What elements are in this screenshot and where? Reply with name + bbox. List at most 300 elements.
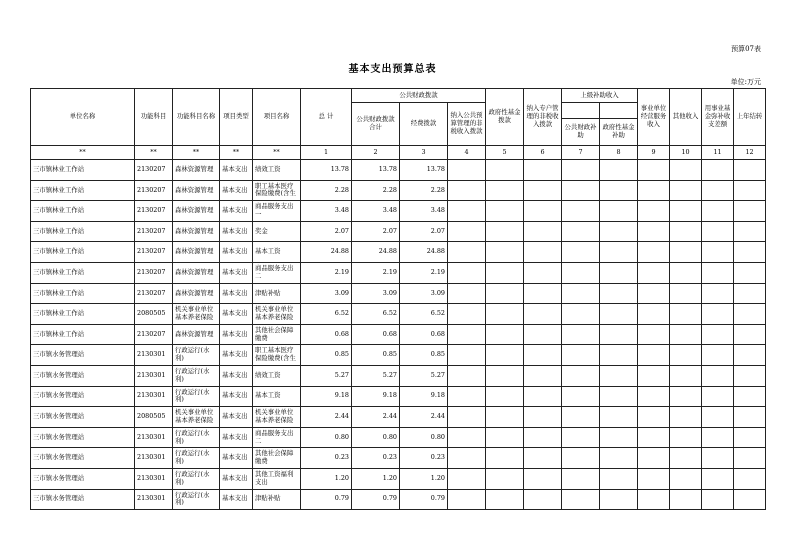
cell-business-income bbox=[638, 221, 670, 242]
cell-funding: 0.85 bbox=[400, 345, 448, 366]
cell-public-fiscal-subsidy bbox=[562, 242, 600, 263]
cell-item-type: 基本支出 bbox=[220, 324, 253, 345]
header-special-nontax: 纳入专户管理的非税收入拨款 bbox=[524, 89, 562, 146]
cell-func-subject: 2130301 bbox=[135, 345, 173, 366]
cell-other-income bbox=[670, 407, 702, 428]
cell-item-name: 基本工资 bbox=[253, 386, 301, 407]
cell-other-income bbox=[670, 180, 702, 201]
cell-public-fiscal-subsidy bbox=[562, 304, 600, 325]
cell-func-subject: 2080505 bbox=[135, 304, 173, 325]
cell-total: 24.88 bbox=[301, 242, 352, 263]
cell-gov-fund-subsidy bbox=[600, 262, 638, 283]
cell-total: 5.27 bbox=[301, 365, 352, 386]
cell-public-fiscal-subsidy bbox=[562, 489, 600, 510]
cell-public-fiscal-total: 2.28 bbox=[352, 180, 400, 201]
index-cell: 9 bbox=[638, 146, 670, 160]
cell-business-income bbox=[638, 201, 670, 222]
cell-gov-fund-subsidy bbox=[600, 407, 638, 428]
cell-special-nontax bbox=[524, 365, 562, 386]
cell-business-income bbox=[638, 345, 670, 366]
header-included-budget: 纳入公共预算管理的非税收入拨款 bbox=[448, 103, 486, 146]
index-cell: 10 bbox=[670, 146, 702, 160]
cell-gov-fund-subsidy bbox=[600, 345, 638, 366]
cell-fund-balance bbox=[702, 345, 734, 366]
cell-gov-fund bbox=[486, 201, 524, 222]
cell-public-fiscal-total: 0.85 bbox=[352, 345, 400, 366]
cell-total: 1.20 bbox=[301, 468, 352, 489]
cell-func-subject: 2130301 bbox=[135, 427, 173, 448]
cell-other-income bbox=[670, 345, 702, 366]
cell-included-budget bbox=[448, 221, 486, 242]
cell-public-fiscal-subsidy bbox=[562, 324, 600, 345]
cell-special-nontax bbox=[524, 160, 562, 181]
cell-func-subject: 2130207 bbox=[135, 180, 173, 201]
budget-table bbox=[30, 88, 766, 510]
cell-public-fiscal-total: 2.44 bbox=[352, 407, 400, 428]
cell-funding: 0.79 bbox=[400, 489, 448, 510]
cell-item-name: 绩效工资 bbox=[253, 160, 301, 181]
cell-included-budget bbox=[448, 427, 486, 448]
cell-carryover bbox=[734, 221, 766, 242]
cell-gov-fund-subsidy bbox=[600, 283, 638, 304]
cell-carryover bbox=[734, 283, 766, 304]
cell-gov-fund bbox=[486, 345, 524, 366]
table-row bbox=[31, 386, 766, 407]
cell-func-subject: 2130207 bbox=[135, 324, 173, 345]
cell-public-fiscal-total: 24.88 bbox=[352, 242, 400, 263]
cell-unit-name: 三市镇水务管理站 bbox=[31, 345, 135, 366]
index-cell: 8 bbox=[600, 146, 638, 160]
cell-item-type: 基本支出 bbox=[220, 304, 253, 325]
cell-public-fiscal-total: 3.48 bbox=[352, 201, 400, 222]
cell-total: 3.09 bbox=[301, 283, 352, 304]
table-row bbox=[31, 365, 766, 386]
cell-gov-fund bbox=[486, 242, 524, 263]
cell-gov-fund bbox=[486, 283, 524, 304]
cell-item-name: 基本工资 bbox=[253, 242, 301, 263]
cell-special-nontax bbox=[524, 468, 562, 489]
cell-carryover bbox=[734, 160, 766, 181]
cell-carryover bbox=[734, 365, 766, 386]
cell-item-name: 其他社会保障缴费 bbox=[253, 324, 301, 345]
cell-func-subject-name: 行政运行(水利) bbox=[173, 448, 220, 469]
header-total: 总 计 bbox=[301, 89, 352, 146]
table-row bbox=[31, 221, 766, 242]
cell-gov-fund bbox=[486, 262, 524, 283]
cell-business-income bbox=[638, 283, 670, 304]
header-superior-subsidy: 上级补助收入 bbox=[562, 89, 638, 103]
cell-carryover bbox=[734, 407, 766, 428]
cell-total: 2.07 bbox=[301, 221, 352, 242]
cell-func-subject-name: 森林资源管理 bbox=[173, 262, 220, 283]
cell-included-budget bbox=[448, 365, 486, 386]
table-body bbox=[31, 160, 766, 510]
cell-gov-fund-subsidy bbox=[600, 448, 638, 469]
header-funding: 经费拨款 bbox=[400, 103, 448, 146]
cell-special-nontax bbox=[524, 345, 562, 366]
cell-func-subject-name: 行政运行(水利) bbox=[173, 468, 220, 489]
cell-unit-name: 三市镇林业工作站 bbox=[31, 180, 135, 201]
cell-carryover bbox=[734, 180, 766, 201]
cell-unit-name: 三市镇水务管理站 bbox=[31, 386, 135, 407]
cell-func-subject-name: 机关事业单位基本养老保险 bbox=[173, 304, 220, 325]
cell-business-income bbox=[638, 407, 670, 428]
table-row bbox=[31, 468, 766, 489]
cell-gov-fund-subsidy bbox=[600, 160, 638, 181]
cell-gov-fund bbox=[486, 180, 524, 201]
cell-unit-name: 三市镇林业工作站 bbox=[31, 160, 135, 181]
cell-other-income bbox=[670, 386, 702, 407]
cell-business-income bbox=[638, 242, 670, 263]
header-business-income: 事业单位经营服务收入 bbox=[638, 89, 670, 146]
cell-func-subject-name: 森林资源管理 bbox=[173, 160, 220, 181]
cell-other-income bbox=[670, 283, 702, 304]
cell-fund-balance bbox=[702, 221, 734, 242]
cell-special-nontax bbox=[524, 201, 562, 222]
table-row bbox=[31, 160, 766, 181]
cell-gov-fund bbox=[486, 160, 524, 181]
cell-unit-name: 三市镇林业工作站 bbox=[31, 221, 135, 242]
cell-item-type: 基本支出 bbox=[220, 160, 253, 181]
cell-other-income bbox=[670, 304, 702, 325]
cell-other-income bbox=[670, 160, 702, 181]
cell-total: 2.44 bbox=[301, 407, 352, 428]
cell-public-fiscal-total: 1.20 bbox=[352, 468, 400, 489]
index-cell: ** bbox=[253, 146, 301, 160]
header-item-name: 项目名称 bbox=[253, 89, 301, 146]
cell-public-fiscal-subsidy bbox=[562, 386, 600, 407]
cell-gov-fund bbox=[486, 304, 524, 325]
cell-public-fiscal-total: 6.52 bbox=[352, 304, 400, 325]
form-code: 预算07表 bbox=[731, 45, 761, 53]
cell-included-budget bbox=[448, 180, 486, 201]
cell-carryover bbox=[734, 448, 766, 469]
cell-included-budget bbox=[448, 201, 486, 222]
cell-unit-name: 三市镇水务管理站 bbox=[31, 448, 135, 469]
cell-func-subject: 2130301 bbox=[135, 468, 173, 489]
cell-included-budget bbox=[448, 242, 486, 263]
cell-item-type: 基本支出 bbox=[220, 386, 253, 407]
cell-func-subject: 2130207 bbox=[135, 160, 173, 181]
cell-included-budget bbox=[448, 407, 486, 428]
cell-special-nontax bbox=[524, 448, 562, 469]
cell-func-subject-name: 行政运行(水利) bbox=[173, 386, 220, 407]
cell-included-budget bbox=[448, 489, 486, 510]
index-row bbox=[31, 146, 766, 160]
cell-func-subject: 2130207 bbox=[135, 262, 173, 283]
cell-func-subject-name: 森林资源管理 bbox=[173, 324, 220, 345]
header-public-fiscal-total: 公共财政拨款合计 bbox=[352, 103, 400, 146]
cell-other-income bbox=[670, 427, 702, 448]
cell-item-type: 基本支出 bbox=[220, 468, 253, 489]
cell-funding: 3.09 bbox=[400, 283, 448, 304]
cell-business-income bbox=[638, 468, 670, 489]
cell-public-fiscal-subsidy bbox=[562, 448, 600, 469]
cell-unit-name: 三市镇水务管理站 bbox=[31, 407, 135, 428]
cell-gov-fund bbox=[486, 386, 524, 407]
table-row bbox=[31, 345, 766, 366]
header-func-subject-name: 功能科目名称 bbox=[173, 89, 220, 146]
cell-funding: 0.23 bbox=[400, 448, 448, 469]
cell-public-fiscal-subsidy bbox=[562, 201, 600, 222]
cell-item-name: 机关事业单位基本养老保险 bbox=[253, 304, 301, 325]
cell-gov-fund-subsidy bbox=[600, 427, 638, 448]
cell-carryover bbox=[734, 345, 766, 366]
cell-special-nontax bbox=[524, 262, 562, 283]
cell-fund-balance bbox=[702, 427, 734, 448]
index-cell: ** bbox=[135, 146, 173, 160]
table-row bbox=[31, 262, 766, 283]
cell-item-type: 基本支出 bbox=[220, 448, 253, 469]
cell-fund-balance bbox=[702, 201, 734, 222]
cell-carryover bbox=[734, 427, 766, 448]
cell-total: 2.19 bbox=[301, 262, 352, 283]
cell-public-fiscal-total: 9.18 bbox=[352, 386, 400, 407]
cell-item-name: 职工基本医疗保险缴费(含生 bbox=[253, 180, 301, 201]
cell-funding: 2.19 bbox=[400, 262, 448, 283]
cell-item-name: 津贴补贴 bbox=[253, 489, 301, 510]
cell-total: 3.48 bbox=[301, 201, 352, 222]
cell-func-subject: 2080505 bbox=[135, 407, 173, 428]
cell-public-fiscal-subsidy bbox=[562, 262, 600, 283]
cell-fund-balance bbox=[702, 489, 734, 510]
cell-func-subject: 2130301 bbox=[135, 365, 173, 386]
cell-other-income bbox=[670, 489, 702, 510]
index-cell: 5 bbox=[486, 146, 524, 160]
cell-unit-name: 三市镇林业工作站 bbox=[31, 304, 135, 325]
cell-total: 2.28 bbox=[301, 180, 352, 201]
unit-label: 单位:万元 bbox=[730, 78, 761, 86]
cell-func-subject: 2130207 bbox=[135, 221, 173, 242]
cell-included-budget bbox=[448, 468, 486, 489]
table-row bbox=[31, 242, 766, 263]
page-title: 基本支出预算总表 bbox=[348, 64, 437, 75]
header-func-subject: 功能科目 bbox=[135, 89, 173, 146]
cell-special-nontax bbox=[524, 283, 562, 304]
cell-total: 0.23 bbox=[301, 448, 352, 469]
cell-funding: 3.48 bbox=[400, 201, 448, 222]
cell-included-budget bbox=[448, 386, 486, 407]
cell-special-nontax bbox=[524, 427, 562, 448]
index-cell: 7 bbox=[562, 146, 600, 160]
cell-public-fiscal-total: 2.19 bbox=[352, 262, 400, 283]
cell-func-subject: 2130301 bbox=[135, 489, 173, 510]
cell-gov-fund-subsidy bbox=[600, 365, 638, 386]
cell-item-type: 基本支出 bbox=[220, 365, 253, 386]
cell-gov-fund-subsidy bbox=[600, 242, 638, 263]
cell-included-budget bbox=[448, 160, 486, 181]
cell-total: 0.79 bbox=[301, 489, 352, 510]
cell-unit-name: 三市镇水务管理站 bbox=[31, 427, 135, 448]
header-gov-fund: 政府性基金拨款 bbox=[486, 89, 524, 146]
cell-public-fiscal-total: 13.78 bbox=[352, 160, 400, 181]
cell-fund-balance bbox=[702, 242, 734, 263]
cell-item-name: 绩效工资 bbox=[253, 365, 301, 386]
cell-gov-fund-subsidy bbox=[600, 489, 638, 510]
table-row bbox=[31, 324, 766, 345]
cell-business-income bbox=[638, 427, 670, 448]
cell-unit-name: 三市镇水务管理站 bbox=[31, 489, 135, 510]
cell-fund-balance bbox=[702, 407, 734, 428]
cell-gov-fund-subsidy bbox=[600, 180, 638, 201]
cell-included-budget bbox=[448, 345, 486, 366]
cell-gov-fund-subsidy bbox=[600, 221, 638, 242]
cell-public-fiscal-total: 0.79 bbox=[352, 489, 400, 510]
cell-gov-fund bbox=[486, 407, 524, 428]
cell-special-nontax bbox=[524, 386, 562, 407]
cell-gov-fund-subsidy bbox=[600, 304, 638, 325]
cell-other-income bbox=[670, 242, 702, 263]
cell-fund-balance bbox=[702, 283, 734, 304]
cell-unit-name: 三市镇林业工作站 bbox=[31, 242, 135, 263]
cell-item-type: 基本支出 bbox=[220, 489, 253, 510]
table-row bbox=[31, 448, 766, 469]
header-gov-fund-subsidy: 政府性基金补助 bbox=[600, 119, 638, 146]
cell-gov-fund bbox=[486, 448, 524, 469]
cell-fund-balance bbox=[702, 386, 734, 407]
cell-other-income bbox=[670, 448, 702, 469]
cell-special-nontax bbox=[524, 242, 562, 263]
cell-funding: 9.18 bbox=[400, 386, 448, 407]
cell-gov-fund bbox=[486, 365, 524, 386]
cell-item-type: 基本支出 bbox=[220, 180, 253, 201]
cell-funding: 5.27 bbox=[400, 365, 448, 386]
cell-fund-balance bbox=[702, 180, 734, 201]
cell-public-fiscal-total: 3.09 bbox=[352, 283, 400, 304]
cell-funding: 0.68 bbox=[400, 324, 448, 345]
cell-included-budget bbox=[448, 324, 486, 345]
cell-func-subject: 2130207 bbox=[135, 201, 173, 222]
cell-func-subject-name: 行政运行(水利) bbox=[173, 489, 220, 510]
cell-other-income bbox=[670, 324, 702, 345]
index-cell: ** bbox=[31, 146, 135, 160]
cell-special-nontax bbox=[524, 407, 562, 428]
cell-fund-balance bbox=[702, 262, 734, 283]
header-carryover: 上年结转 bbox=[734, 89, 766, 146]
cell-public-fiscal-subsidy bbox=[562, 468, 600, 489]
cell-func-subject-name: 森林资源管理 bbox=[173, 283, 220, 304]
cell-business-income bbox=[638, 489, 670, 510]
cell-fund-balance bbox=[702, 304, 734, 325]
cell-item-name: 职工基本医疗保险缴费(含生 bbox=[253, 345, 301, 366]
cell-other-income bbox=[670, 468, 702, 489]
cell-func-subject-name: 森林资源管理 bbox=[173, 221, 220, 242]
index-cell: 6 bbox=[524, 146, 562, 160]
cell-item-type: 基本支出 bbox=[220, 283, 253, 304]
header-public-fiscal-subsidy: 公共财政补助 bbox=[562, 119, 600, 146]
cell-business-income bbox=[638, 262, 670, 283]
cell-unit-name: 三市镇林业工作站 bbox=[31, 283, 135, 304]
cell-item-name: 商品服务支出一 bbox=[253, 201, 301, 222]
cell-item-type: 基本支出 bbox=[220, 407, 253, 428]
cell-func-subject-name: 森林资源管理 bbox=[173, 180, 220, 201]
cell-item-name: 商品服务支出二 bbox=[253, 262, 301, 283]
cell-gov-fund bbox=[486, 221, 524, 242]
cell-item-type: 基本支出 bbox=[220, 201, 253, 222]
cell-carryover bbox=[734, 468, 766, 489]
cell-fund-balance bbox=[702, 448, 734, 469]
header-other-income: 其他收入 bbox=[670, 89, 702, 146]
cell-gov-fund-subsidy bbox=[600, 468, 638, 489]
cell-other-income bbox=[670, 201, 702, 222]
cell-public-fiscal-subsidy bbox=[562, 180, 600, 201]
cell-func-subject-name: 行政运行(水利) bbox=[173, 365, 220, 386]
cell-public-fiscal-subsidy bbox=[562, 221, 600, 242]
cell-special-nontax bbox=[524, 221, 562, 242]
table-row bbox=[31, 427, 766, 448]
cell-public-fiscal-total: 0.23 bbox=[352, 448, 400, 469]
table-row bbox=[31, 489, 766, 510]
cell-fund-balance bbox=[702, 160, 734, 181]
cell-func-subject: 2130207 bbox=[135, 242, 173, 263]
cell-business-income bbox=[638, 180, 670, 201]
cell-item-type: 基本支出 bbox=[220, 262, 253, 283]
cell-public-fiscal-subsidy bbox=[562, 427, 600, 448]
cell-unit-name: 三市镇水务管理站 bbox=[31, 468, 135, 489]
cell-carryover bbox=[734, 386, 766, 407]
cell-fund-balance bbox=[702, 365, 734, 386]
cell-item-name: 商品服务支出二 bbox=[253, 427, 301, 448]
cell-business-income bbox=[638, 448, 670, 469]
cell-carryover bbox=[734, 489, 766, 510]
cell-public-fiscal-subsidy bbox=[562, 283, 600, 304]
index-cell: 11 bbox=[702, 146, 734, 160]
header-fund-balance: 用事业基金弥补收支差额 bbox=[702, 89, 734, 146]
cell-business-income bbox=[638, 160, 670, 181]
cell-func-subject-name: 森林资源管理 bbox=[173, 242, 220, 263]
cell-item-name: 其他社会保障缴费 bbox=[253, 448, 301, 469]
cell-funding: 2.28 bbox=[400, 180, 448, 201]
table-row bbox=[31, 180, 766, 201]
cell-carryover bbox=[734, 262, 766, 283]
cell-public-fiscal-subsidy bbox=[562, 345, 600, 366]
cell-included-budget bbox=[448, 283, 486, 304]
cell-public-fiscal-total: 5.27 bbox=[352, 365, 400, 386]
table-row bbox=[31, 201, 766, 222]
cell-carryover bbox=[734, 242, 766, 263]
cell-func-subject: 2130301 bbox=[135, 386, 173, 407]
cell-carryover bbox=[734, 201, 766, 222]
index-cell: 2 bbox=[352, 146, 400, 160]
header-public-fiscal: 公共财政拨款 bbox=[352, 89, 486, 103]
cell-item-name: 奖金 bbox=[253, 221, 301, 242]
cell-gov-fund bbox=[486, 489, 524, 510]
cell-included-budget bbox=[448, 262, 486, 283]
index-cell: 12 bbox=[734, 146, 766, 160]
cell-total: 13.78 bbox=[301, 160, 352, 181]
cell-fund-balance bbox=[702, 324, 734, 345]
cell-funding: 6.52 bbox=[400, 304, 448, 325]
cell-funding: 0.80 bbox=[400, 427, 448, 448]
cell-func-subject: 2130207 bbox=[135, 283, 173, 304]
cell-item-name: 津贴补贴 bbox=[253, 283, 301, 304]
cell-special-nontax bbox=[524, 180, 562, 201]
table-row bbox=[31, 283, 766, 304]
index-cell: ** bbox=[173, 146, 220, 160]
cell-func-subject-name: 行政运行(水利) bbox=[173, 427, 220, 448]
cell-special-nontax bbox=[524, 489, 562, 510]
cell-gov-fund-subsidy bbox=[600, 201, 638, 222]
cell-item-type: 基本支出 bbox=[220, 221, 253, 242]
cell-total: 0.85 bbox=[301, 345, 352, 366]
cell-unit-name: 三市镇林业工作站 bbox=[31, 324, 135, 345]
cell-public-fiscal-total: 2.07 bbox=[352, 221, 400, 242]
cell-total: 0.80 bbox=[301, 427, 352, 448]
cell-gov-fund-subsidy bbox=[600, 324, 638, 345]
cell-total: 0.68 bbox=[301, 324, 352, 345]
cell-unit-name: 三市镇林业工作站 bbox=[31, 262, 135, 283]
cell-other-income bbox=[670, 365, 702, 386]
